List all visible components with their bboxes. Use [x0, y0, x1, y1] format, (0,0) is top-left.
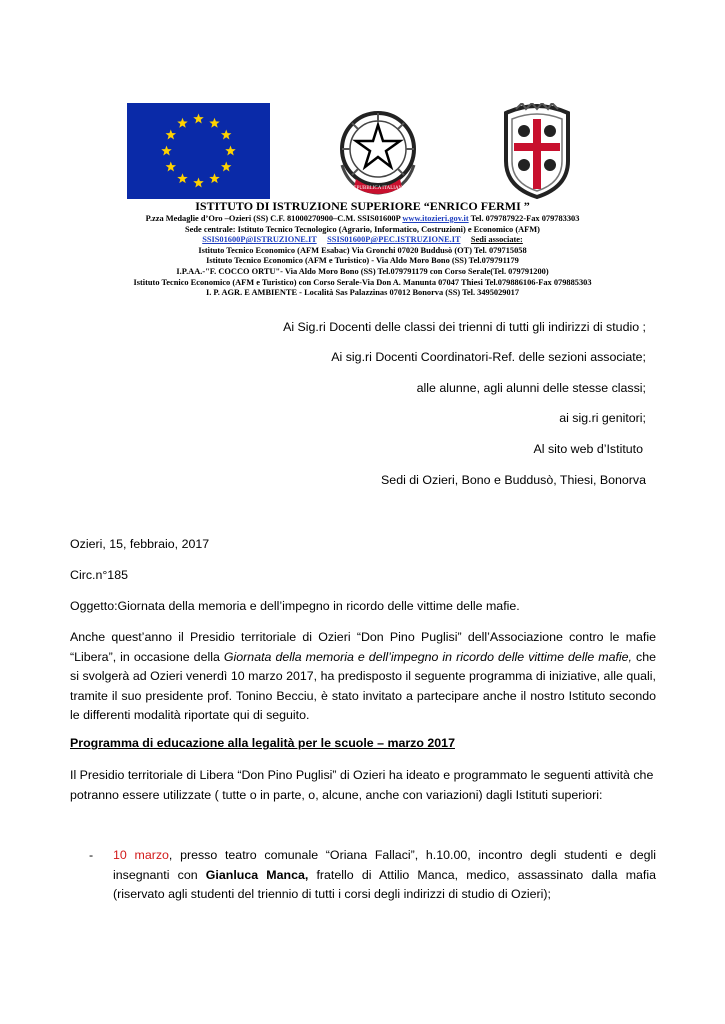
email-link[interactable]: SSIS01600P@ISTRUZIONE.IT: [202, 235, 317, 245]
event-date: 10 marzo: [113, 848, 169, 862]
logo-row: [0, 103, 725, 199]
list-item: [113, 846, 656, 905]
address-line: [0, 214, 725, 225]
subject-line: Oggetto:Giornata della memoria e dell’impegno in ricordo delle vittime delle mafie.: [70, 599, 520, 613]
institute-title: ISTITUTO DI ISTRUZIONE SUPERIORE “ENRICO FERMI ”: [195, 199, 530, 213]
circular-number: Circ.n°185: [70, 568, 128, 582]
program-heading: [70, 734, 656, 754]
program-heading-text: Programma di educazione alla legalità per le scuole – marzo 2017: [70, 736, 455, 750]
recipient-line: Sedi di Ozieri, Bono e Buddusò, Thiesi, Bonorva: [381, 473, 646, 487]
recipient-line: ai sig.ri genitori;: [559, 411, 646, 425]
list-bullet: -: [89, 848, 94, 862]
emblem-ribbon-text: REPUBBLICA ITALIANA: [350, 186, 406, 191]
program-paragraph: Il Presidio territoriale di Libera “Don Pino Puglisi” di Ozieri ha ideato e programmato le seguenti attività che potranno essere utilizzate ( tutte o in parte, o, alcune, anche con variazioni) dagli Istituti superiori:: [70, 768, 654, 802]
sardinia-coat-of-arms: [496, 103, 578, 199]
email-line: [0, 235, 725, 246]
letter-date: Ozieri, 15, febbraio, 2017: [70, 537, 210, 551]
recipient-line: Al sito web d’Istituto: [533, 442, 643, 456]
intro-italic: Giornata della memoria e dell’impegno in ricordo delle vittime delle mafie,: [223, 649, 632, 664]
recipient-line: alle alunne, agli alunni delle stesse classi;: [416, 381, 646, 395]
associate-line-ipaa: I.P.AA.-"F. COCCO ORTU"- Via Aldo Moro Bono (SS) Tel.079791179 con Corso Serale(Tel. 079791200): [176, 266, 549, 276]
main-site-line: Sede centrale: Istituto Tecnico Tecnologico (Agrario, Informatico, Costruzioni) e Economico (AFM): [185, 224, 540, 234]
italian-republic-emblem: [330, 103, 426, 199]
event-guest-name: Gianluca Manca,: [205, 867, 309, 882]
associate-line-budduso: Istituto Tecnico Economico (AFM Esabac) Via Gronchi 07020 Buddusò (OT) Tel. 079715058: [198, 245, 527, 255]
recipient-line: Ai sig.ri Docenti Coordinatori-Ref. delle sezioni associate;: [331, 350, 646, 364]
associate-line-bono: Istituto Tecnico Economico (AFM e Turistico) - Via Aldo Moro Bono (SS) Tel.079791179: [206, 256, 519, 266]
intro-text-b: che si svolgerà ad Ozieri venerdì 10 marzo 2017, ha predisposto il seguente programma di iniziative, alle quali, tramite il suo presidente prof. Tonino Becciu, è stato invitato a partecipare anche il nostro Istituto secondo le differenti modalità riportate qui di seguito.: [70, 649, 657, 723]
associate-line-thiesi: Istituto Tecnico Economico (AFM e Turistico) con Corso Serale-Via Don A. Manunta 07047 Thiesi Tel.079886106-Fax 079885303: [133, 277, 592, 287]
intro-paragraph: [70, 628, 656, 726]
address-text: P.zza Medaglie d’Oro –Ozieri (SS) C.F. 81000270900–C.M. SSIS01600P: [145, 214, 401, 223]
associate-label: Sedi associate:: [470, 235, 523, 245]
website-link[interactable]: www.itozieri.gov.it: [402, 214, 469, 223]
recipient-line: Ai Sig.ri Docenti delle classi dei trienni di tutti gli indirizzi di studio ;: [283, 320, 646, 334]
event-text-b: fratello di Attilio Manca, medico, assassinato dalla mafia (riservato agli studenti del triennio di tutti i corsi degli indirizzi di studio di Ozieri);: [113, 867, 656, 902]
eu-flag-logo: [127, 103, 270, 199]
associate-line-bonorva: I. P. AGR. E AMBIENTE - Località Sas Palazzinas 07012 Bonorva (SS) Tel. 3495029017: [205, 288, 520, 298]
pec-email-link[interactable]: SSIS01600P@PEC.ISTRUZIONE.IT: [327, 235, 461, 245]
intro-text-a: Anche quest’anno il Presidio territoriale di Ozieri “Don Pino Puglisi” dell’Associazione contro le mafie “Libera”, in occasione della: [70, 630, 656, 664]
phone-fax: Tel. 079787922-Fax 079783303: [470, 214, 580, 223]
event-text-a: , presso teatro comunale “Oriana Fallaci”, h.10.00, incontro degli studenti e degli insegnanti con: [113, 848, 656, 882]
institute-header: [0, 199, 725, 299]
